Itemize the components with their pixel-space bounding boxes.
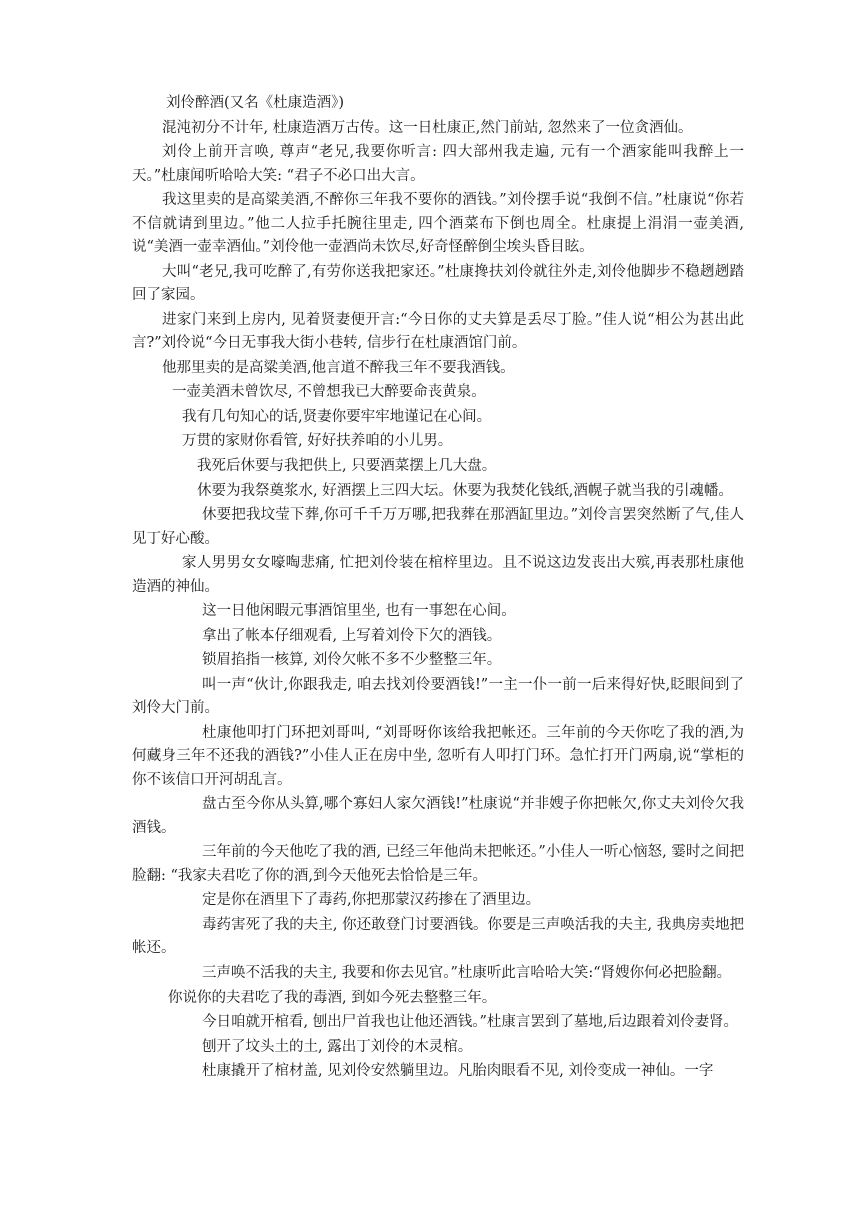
paragraph: 杜康撬开了棺材盖, 见刘伶安然躺里边。凡胎肉眼看不见, 刘伶变成一神仙。一字 xyxy=(202,1063,714,1080)
paragraph: 我死后休要与我把供上, 只要酒菜摆上几大盘。 xyxy=(197,457,497,474)
paragraph: 盘古至今你从头算,哪个寡妇人家欠酒钱!”杜康说“并非嫂子你把帐欠,你丈夫刘伶欠我酒钱。 xyxy=(132,796,744,836)
paragraph: 三年前的今天他吃了我的酒, 已经三年他尚未把帐还。”小佳人一听心恼怒, 霎时之间把脸翻: “我家夫君吃了你的酒,到今天他死去恰恰是三年。 xyxy=(132,844,744,884)
paragraph: 休要把我坟莹下葬,你可千千万万哪,把我葬在那酒缸里边。”刘伶言罢突然断了气,佳人见丁好心酸。 xyxy=(132,507,744,547)
paragraph: 大叫“老兄,我可吃醉了,有劳你送我把家还。”杜康搀扶刘伶就往外走,刘伶他脚步不稳趔趔踏回了家园。 xyxy=(132,263,744,303)
paragraph: 休要为我祭奠浆水, 好酒摆上三四大坛。休要为我焚化钱纸,酒幌子就当我的引魂幡。 xyxy=(197,482,733,499)
paragraph: 刨开了坟头土的土, 露出丁刘伶的木灵棺。 xyxy=(202,1038,473,1055)
paragraph: 杜康他叩打门环把刘哥叫, “刘哥呀你该给我把帐还。三年前的今天你吃了我的酒,为何藏身三年不还我的酒钱?”小佳人正在房中坐, 忽听有人叩打门环。急忙打开门两扇,说“掌柜的你不该信口开河胡乱言。 xyxy=(132,724,744,788)
paragraph: 毒药害死了我的夫主, 你还敢登门讨要酒钱。你要是三声唤活我的夫主, 我典房卖地把帐还。 xyxy=(132,916,744,957)
paragraph: 今日咱就开棺看, 刨出尸首我也让他还酒钱。”杜康言罢到了墓地,后边跟着刘伶妻肾。 xyxy=(202,1014,738,1031)
paragraph: 锁眉掐指一核算, 刘伶欠帐不多不少整整三年。 xyxy=(202,652,502,669)
paragraph: 一壶美酒未曾饮尽, 不曾想我已大醉要命丧黄泉。 xyxy=(172,384,486,401)
paragraph: 刘伶上前开言唤, 尊声“老兄,我要你听言: 四大部州我走遍, 元有一个酒家能叫我醉上一天。”杜康闻听哈哈大笑: “君子不必口出大言。 xyxy=(132,144,744,184)
paragraph: 三声唤不活我的夫主, 我要和你去见官。”杜康听此言哈哈大笑:“肾嫂你何必把脸翻。 xyxy=(202,964,732,981)
paragraph: 混沌初分不计年, 杜康造酒万古传。这一日杜康正,然门前站, 忽然来了一位贪酒仙。 xyxy=(162,119,693,136)
paragraph: 这一日他闲暇元事酒馆里坐, 也有一事恕在心间。 xyxy=(202,603,516,620)
paragraph: 拿出了帐本仔细观看, 上写着刘伶下欠的酒钱。 xyxy=(202,627,502,644)
document-title: 刘伶醉酒(又名《杜康造酒》) xyxy=(166,95,345,111)
paragraph: 我有几句知心的话,贤妻你要牢牢地谨记在心间。 xyxy=(182,408,492,425)
paragraph: 定是你在酒里下了毒药,你把那蒙汉药掺在了酒里边。 xyxy=(202,892,541,909)
paragraph: 进家门来到上房内, 见着贤妻便开言:“今日你的丈夫算是丢尽丁脸。”佳人说“相公为甚出此言?”刘伶说“今日无事我大街小巷转, 信步行在杜康酒馆门前。 xyxy=(132,311,744,351)
paragraph: 叫一声“伙计,你跟我走, 咱去找刘伶要酒钱!”一主一仆一前一后来得好快,眨眼间到了刘伶大门前。 xyxy=(132,676,744,717)
paragraph: 家人男男女女嚎啕悲痛, 忙把刘伶装在棺梓里边。且不说这边发丧出大殡,再表那杜康他造酒的神仙。 xyxy=(132,555,744,595)
paragraph: 他那里卖的是高粱美酒,他言道不醉我三年不要我酒钱。 xyxy=(162,359,515,376)
paragraph: 你说你的夫君吃了我的毒酒, 到如今死去整整三年。 xyxy=(168,989,497,1006)
paragraph: 万贯的家财你看管, 好好扶养咱的小儿男。 xyxy=(182,433,453,450)
paragraph-list xyxy=(132,117,744,1084)
paragraph: 我这里卖的是高粱美酒,不醉你三年我不要你的酒钱。”刘伶摆手说“我倒不信。”杜康说“你若不信就请到里边。”他二人拉手托腕往里走, 四个酒菜布下倒也周全。杜康提上涓涓一壶美酒, 说“美酒一壶幸酒仙。”刘伶他一壶酒尚未饮尽,好奇怪醉倒尘埃头昏目眩。 xyxy=(132,192,744,255)
document-body xyxy=(132,92,744,1085)
